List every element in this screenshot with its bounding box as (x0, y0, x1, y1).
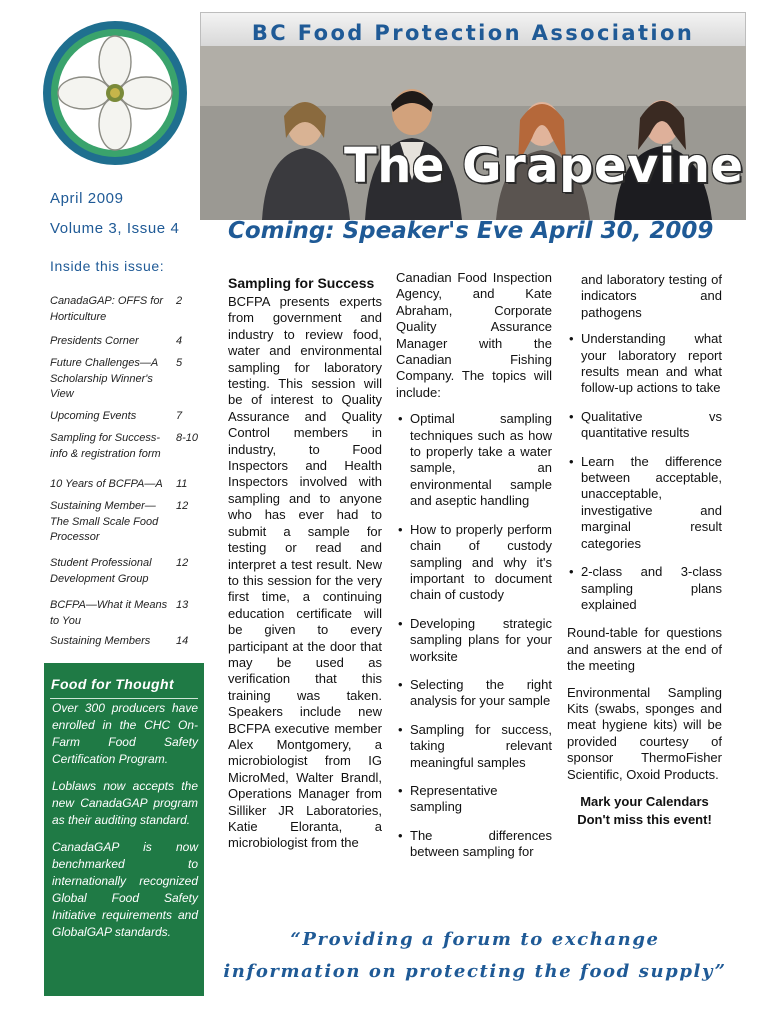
toc-item-page: 4 (176, 335, 183, 347)
food-for-thought-title: Food for Thought (51, 676, 175, 692)
toc-item-title: Student Professional Development Group (50, 557, 152, 585)
article-continued: Canadian Food Inspection Agency, and Kate Abraham, Corporate Quality Assurance Manager with the Canadian Fishing Company. The topics will include: (396, 270, 552, 400)
topic-item: • Qualitative vs quantitative results (567, 409, 722, 442)
food-for-thought-box (44, 663, 204, 996)
toc-item-page: 14 (176, 635, 189, 647)
mission-quote: “Providing a forum to exchange information on protecting the food supply” (223, 929, 727, 982)
article-heading: Coming: Speaker's Eve April 30, 2009 (228, 218, 714, 244)
fft-paragraph: Over 300 producers have enrolled in the CHC On-Farm Food Safety Certification Program. (52, 701, 198, 766)
article-column-1 (228, 274, 382, 862)
toc-heading: Inside this issue: (50, 258, 165, 274)
topic-item: • The differences between sampling for (396, 828, 552, 861)
toc-item-page: 11 (176, 478, 188, 490)
fft-paragraph: Loblaws now accepts the new CanadaGAP program as their auditing standard. (52, 779, 198, 827)
toc-item-page: 5 (176, 357, 183, 369)
topic-list (396, 411, 552, 860)
toc-item-title: BCFPA—What it Means to You (50, 599, 168, 627)
toc-item[interactable] (50, 356, 200, 403)
toc-item-title: Future Challenges—A Scholarship Winner's View (50, 357, 158, 400)
issue-date: April 2009 (50, 190, 124, 207)
toc-item-page: 13 (176, 599, 189, 611)
topic-continued: and laboratory testing of indicators and pathogens (581, 272, 722, 320)
toc-item-title: 10 Years of BCFPA—A (50, 478, 163, 490)
toc-item[interactable] (50, 598, 200, 629)
toc-item[interactable] (50, 409, 200, 425)
topic-item: • Representative sampling (396, 783, 552, 816)
toc-item[interactable] (50, 477, 200, 493)
toc-item[interactable] (50, 634, 200, 650)
topic-item: • How to properly perform chain of custody sampling and why it's important to document chain of custody (396, 522, 552, 604)
toc-item[interactable] (50, 499, 200, 546)
toc-item[interactable] (50, 334, 200, 350)
toc-item-title: Upcoming Events (50, 410, 137, 422)
toc-item-title: Sustaining Members (50, 635, 151, 647)
food-for-thought-body (52, 700, 198, 951)
roundtable-text: Round-table for questions and answers at the end of the meeting (567, 625, 722, 674)
topic-item: • Optimal sampling techniques such as how to properly take a water sample, an environmental sample and aseptic handling (396, 411, 552, 509)
topic-item: • 2-class and 3-class sampling plans explained (567, 564, 722, 613)
toc-item-title: Sampling for Success- info & registration form (50, 432, 161, 460)
toc-item-page: 12 (176, 557, 189, 569)
toc-item-page: 12 (176, 500, 189, 512)
topic-item: • Sampling for success, taking relevant meaningful samples (396, 722, 552, 771)
toc-item-page: 8-10 (176, 432, 199, 444)
toc-item[interactable] (50, 294, 200, 325)
topic-item: • Learn the difference between acceptable, unacceptable, investigative and marginal result categories (567, 454, 722, 552)
article-column-3 (567, 272, 722, 829)
calendar-line-2: Don't miss this event! (577, 811, 712, 827)
toc-item-title: Presidents Corner (50, 335, 139, 347)
toc-item[interactable] (50, 431, 200, 462)
issue-volume: Volume 3, Issue 4 (50, 220, 180, 237)
topic-item: • Developing strategic sampling plans for your worksite (396, 616, 552, 665)
article-subheading: Sampling for Success (228, 275, 375, 291)
toc-item-title: Sustaining Member— The Small Scale Food Processor (50, 500, 159, 543)
toc-item-page: 7 (176, 410, 183, 422)
calendar-line-1: Mark your Calendars (580, 793, 709, 809)
topic-item: • Selecting the right analysis for your sample (396, 677, 552, 710)
calendar-notice (567, 793, 722, 829)
toc-item-title: CanadaGAP: OFFS for Horticulture (50, 295, 164, 323)
article-intro: BCFPA presents experts from government and industry to review food, water and environmental sampling for laboratory testing. This session will be of interest to Quality Assurance and Quality Control members in industry, to Food Inspectors and Health Inspectors involved with sampling and to anyone who has ever had to submit a sample for testing or read and interpret a test result. New to this session for the very first time, a continuing education certificate will be given to every participant at the door that may be used as verification that this training was taken. Speakers include new BCFPA executive member Alex Montgomery, a microbiologist from IG MicroMed, Walter Brandl, Operations Manager from Silliker JR Laboratories, Katie Eloranta, a microbiologist from the (228, 294, 382, 851)
newsletter-title: The Grapevine (344, 138, 744, 194)
association-name: BC Food Protection Association (251, 21, 695, 45)
toc-item-page: 2 (176, 295, 183, 307)
dogwood-logo (40, 18, 190, 168)
fft-paragraph: CanadaGAP is now benchmarked to internationally recognized Global Food Safety Initiative requirements and GlobalGAP standards. (52, 840, 198, 939)
sampling-kits-text: Environmental Sampling Kits (swabs, sponges and meat hygiene kits) will be provided courtesy of sponsor ThermoFisher Scientific, Oxoid Products. (567, 684, 722, 782)
topic-item: • Understanding what your laboratory report results mean and what follow-up actions to take (567, 331, 722, 397)
topic-list (567, 331, 722, 613)
toc-item[interactable] (50, 556, 200, 587)
divider (50, 698, 198, 699)
article-column-2 (396, 270, 552, 873)
